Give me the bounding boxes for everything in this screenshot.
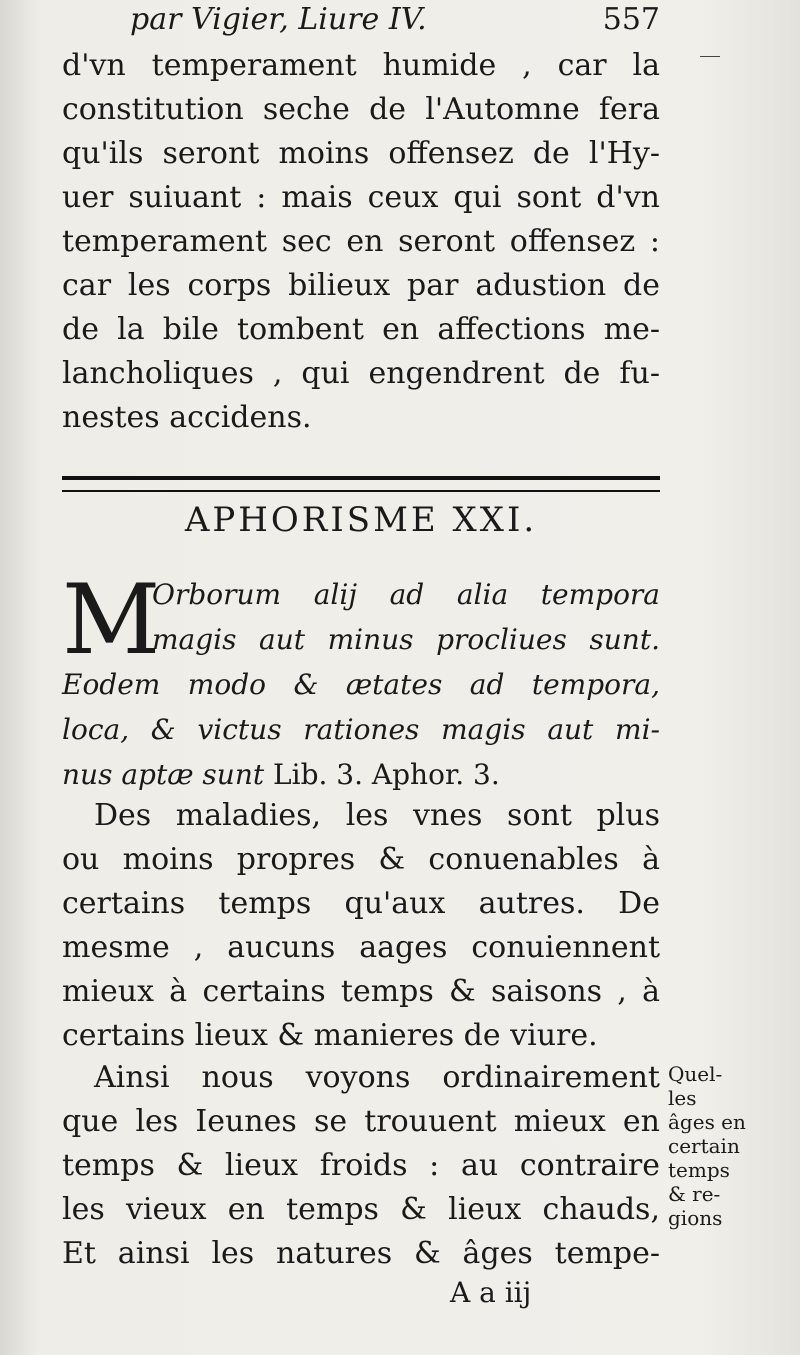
text-line: Ainsi nous voyons ordinairement bbox=[94, 1060, 660, 1095]
aphorism-heading: APHORISME XXI. bbox=[184, 500, 538, 540]
margin-note-line: gions bbox=[668, 1206, 723, 1230]
text-line: nestes accidens. bbox=[62, 400, 312, 435]
text-line: que les Ieunes se trouuent mieux en bbox=[62, 1104, 660, 1139]
running-head bbox=[130, 2, 660, 42]
text-line: Des maladies, les vnes sont plus bbox=[94, 798, 660, 833]
margin-note-line: & re- bbox=[668, 1182, 721, 1206]
text-line: temps & lieux froids : au contraire bbox=[62, 1148, 660, 1183]
latin-phrase: nus aptæ sunt bbox=[62, 758, 265, 791]
margin-note-line: certain bbox=[668, 1134, 740, 1158]
margin-note-line: temps bbox=[668, 1158, 730, 1182]
margin-note bbox=[668, 1062, 768, 1230]
page-number: 557 bbox=[602, 2, 660, 37]
text-line: mieux à certains temps & saisons , à bbox=[62, 974, 660, 1009]
signature-mark: A a iij bbox=[450, 1276, 532, 1309]
latin-line: Orborum alij ad alia tempora bbox=[152, 578, 660, 611]
latin-aphorism bbox=[62, 564, 660, 797]
latin-line: Eodem modo & ætates ad tempora, bbox=[62, 668, 660, 701]
margin-note-line: les bbox=[668, 1086, 697, 1110]
text-line: les vieux en temps & lieux chauds, bbox=[62, 1192, 660, 1227]
margin-note-line: Quel- bbox=[668, 1062, 723, 1086]
text-line: ou moins propres & conuenables à bbox=[62, 842, 660, 877]
drop-capital: M bbox=[62, 564, 161, 676]
text-line: Et ainsi les natures & âges tempe- bbox=[62, 1236, 660, 1271]
text-line: certains temps qu'aux autres. De bbox=[62, 886, 660, 921]
text-line: certains lieux & manieres de viure. bbox=[62, 1018, 598, 1053]
margin-note-line: âges en bbox=[668, 1110, 746, 1134]
margin-mark bbox=[700, 56, 720, 57]
continued-text bbox=[62, 44, 660, 440]
text-line: mesme , aucuns aages conuiennent bbox=[62, 930, 660, 965]
latin-line: magis aut minus procliues sunt. bbox=[152, 623, 660, 656]
text-line: car les corps bilieux par adustion de bbox=[62, 268, 660, 303]
french-paragraph-1 bbox=[62, 794, 660, 1058]
running-title: par Vigier, Liure IV. bbox=[130, 2, 427, 37]
text-line: uer suiuant : mais ceux qui sont d'vn bbox=[62, 180, 660, 215]
text-line: temperament sec en seront offensez : bbox=[62, 224, 660, 259]
latin-line: loca, & victus rationes magis aut mi- bbox=[62, 713, 660, 746]
latin-line-last bbox=[62, 752, 660, 797]
section-rule bbox=[62, 476, 660, 492]
text-line: qu'ils seront moins offensez de l'Hy- bbox=[62, 136, 660, 171]
text-line: de la bile tombent en affections me- bbox=[62, 312, 660, 347]
french-paragraph-2 bbox=[62, 1056, 660, 1276]
text-line: lancholiques , qui engendrent de fu- bbox=[62, 356, 660, 391]
aphorism-reference: Lib. 3. Aphor. 3. bbox=[264, 758, 500, 791]
text-line: constitution seche de l'Automne fera bbox=[62, 92, 660, 127]
text-line: d'vn temperament humide , car la bbox=[62, 48, 660, 83]
